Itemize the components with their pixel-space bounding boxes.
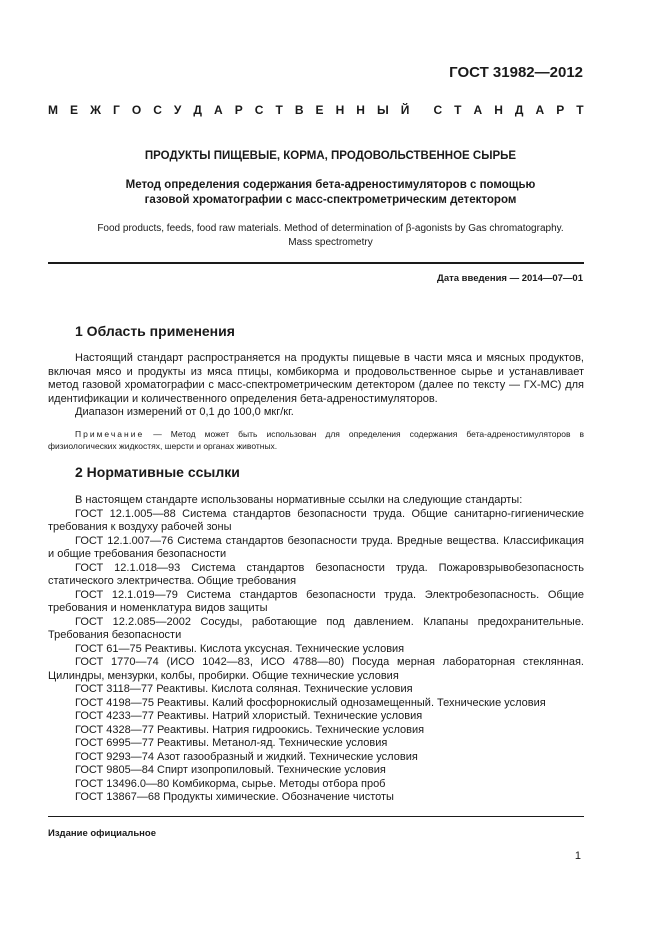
banner-letter: Н: [494, 103, 503, 117]
banner-letter: А: [535, 103, 545, 117]
banner-letter: Т: [454, 103, 462, 117]
document-title: ПРОДУКТЫ ПИЩЕВЫЕ, КОРМА, ПРОДОВОЛЬСТВЕННОЕ СЫРЬЕ: [144, 150, 517, 162]
section-1-paragraph: Диапазон измерений от 0,1 до 100,0 мкг/кг.: [75, 406, 294, 418]
subtitle-line: газовой хроматографии с масс-спектрометрическим детектором: [144, 194, 517, 206]
banner-letter: Д: [514, 103, 524, 117]
document-subtitle: [48, 178, 613, 208]
section-1-body: [48, 352, 584, 452]
banner-letter: Т: [576, 103, 584, 117]
note-label: Примечание: [75, 428, 145, 439]
banner-letter: С: [153, 103, 162, 117]
banner-letter: С: [254, 103, 264, 117]
banner-letter: У: [173, 103, 182, 117]
note-text: — Метод может быть использован для определения содержания бета-адреностимуляторов в физиологических жидкостях, шерсти и органах животных.: [48, 428, 584, 451]
banner-letter: Й: [400, 103, 410, 117]
reference-item: ГОСТ 4328—77 Реактивы. Натрия гидроокись. Технические условия: [75, 723, 425, 736]
interstate-standard-banner: [48, 103, 584, 117]
page-number: 1: [574, 850, 581, 862]
reference-item: ГОСТ 13496.0—80 Комбикорма, сырье. Методы отбора проб: [75, 777, 386, 790]
reference-item: ГОСТ 12.1.007—76 Система стандартов безопасности труда. Вредные вещества. Классификация и общие требования безопасности: [48, 534, 584, 560]
reference-item: ГОСТ 4198—75 Реактивы. Калий фосфорнокислый однозамещенный. Технические условия: [75, 696, 546, 709]
banner-letter: О: [131, 103, 142, 117]
reference-item: ГОСТ 61—75 Реактивы. Кислота уксусная. Технические условия: [75, 642, 405, 655]
reference-item: ГОСТ 9805—84 Спирт изопропиловый. Технические условия: [75, 764, 386, 776]
banner-letter: Т: [275, 103, 283, 117]
banner-letter: С: [433, 103, 443, 117]
banner-letter: Н: [335, 103, 345, 117]
banner-letter: Р: [234, 103, 243, 117]
reference-item: ГОСТ 3118—77 Реактивы. Кислота соляная. Технические условия: [75, 683, 413, 695]
introduction-date: Дата введения — 2014—07—01: [437, 273, 583, 284]
section-1-note: [48, 428, 584, 452]
banner-letter: Г: [112, 103, 120, 117]
banner-letter: Е: [70, 103, 79, 117]
standard-code: ГОСТ 31982—2012: [449, 64, 583, 81]
title-divider: [48, 262, 584, 264]
english-title-line: Mass spectrometry: [288, 237, 373, 248]
banner-letter: Ж: [90, 103, 101, 117]
banner-letter: М: [48, 103, 58, 117]
subtitle-line: Метод определения содержания бета-адреностимуляторов с помощью: [125, 179, 536, 191]
footer-divider: [48, 816, 584, 817]
section-2-intro: В настоящем стандарте использованы нормативные ссылки на следующие стандарты:: [75, 494, 523, 506]
english-title-line: Food products, feeds, food raw materials. Method of determination of β-agonists by Gas chromatography.: [97, 223, 564, 234]
reference-item: ГОСТ 6995—77 Реактивы. Метанол-яд. Технические условия: [75, 737, 388, 749]
reference-item: ГОСТ 12.1.005—88 Система стандартов безопасности труда. Общие санитарно-гигиенические требования к воздуху рабочей зоны: [48, 507, 584, 533]
section-2-heading: 2 Нормативные ссылки: [75, 464, 240, 480]
reference-item: ГОСТ 12.2.085—2002 Сосуды, работающие под давлением. Клапаны предохранительные. Требования безопасности: [48, 615, 584, 641]
banner-letter: Д: [193, 103, 202, 117]
section-1-heading: 1 Область применения: [75, 323, 235, 339]
banner-letter: А: [213, 103, 223, 117]
reference-item: ГОСТ 12.1.018—93 Система стандартов безопасности труда. Пожаровзрывобезопасность статического электричества. Общие требования: [48, 561, 584, 587]
reference-item: ГОСТ 1770—74 (ИСО 1042—83, ИСО 4788—80) Посуда мерная лабораторная стеклянная. Цилиндры, мензурки, колбы, пробирки. Общие технические условия: [48, 656, 584, 682]
reference-item: ГОСТ 4233—77 Реактивы. Натрий хлористый. Технические условия: [75, 710, 423, 722]
reference-item: ГОСТ 13867—68 Продукты химические. Обозначение чистоты: [75, 791, 394, 803]
banner-letter: Р: [556, 103, 565, 117]
banner-letter: Е: [315, 103, 324, 117]
section-2-body: [48, 494, 584, 805]
banner-letter: Ы: [376, 103, 389, 117]
english-title: [48, 222, 613, 250]
banner-letter: В: [294, 103, 304, 117]
reference-item: ГОСТ 9293—74 Азот газообразный и жидкий. Технические условия: [75, 750, 418, 763]
section-1-paragraph: Настоящий стандарт распространяется на продукты пищевые в части мяса и мясных продуктов, включая мясо и продукты из мяса птицы, комбикорма и продовольственное сырье и устанавливает метод газовой хроматографии с масс-спектрометрическим детектором (далее по тексту — ГХ-МС) для идентификации и количественного определения бета-адреностимуляторов.: [48, 352, 584, 405]
banner-letter: А: [473, 103, 483, 117]
banner-letter: Н: [356, 103, 365, 117]
reference-item: ГОСТ 12.1.019—79 Система стандартов безопасности труда. Электробезопасность. Общие требования и номенклатура видов защиты: [48, 588, 584, 614]
official-edition-label: Издание официальное: [48, 828, 156, 839]
